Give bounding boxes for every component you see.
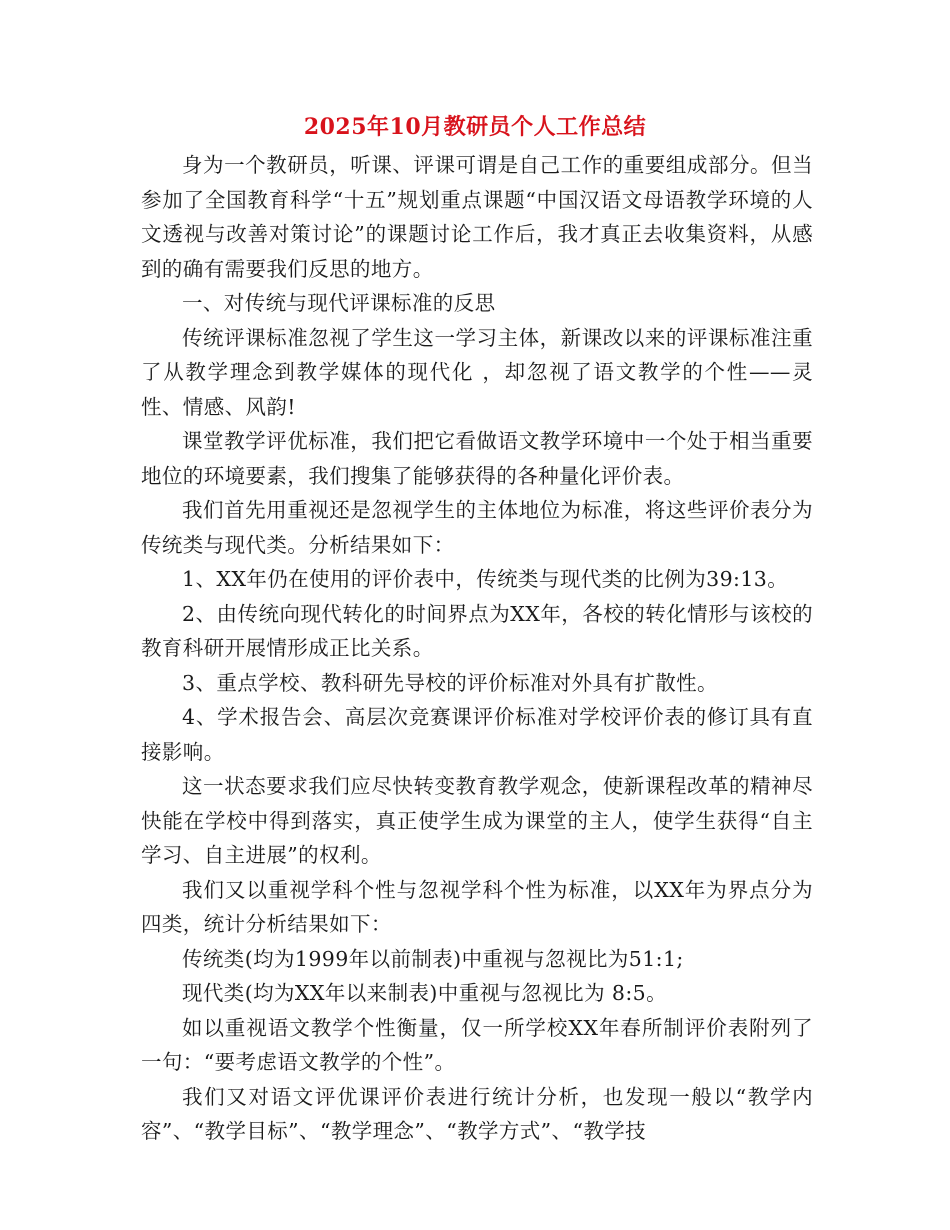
list-item: 4、学术报告会、高层次竞赛课评价标准对学校评价表的修订具有直接影响。 xyxy=(141,705,813,764)
body-paragraph: 课堂教学评优标准，我们把它看做语文教学环境中一个处于相当重要地位的环境要素，我们搜集了能够获得的各种量化评价表。 xyxy=(141,429,813,488)
list-item: 3、重点学校、教科研先导校的评价标准对外具有扩散性。 xyxy=(182,670,718,695)
body-paragraph: 这一状态要求我们应尽快转变教育教学观念，使新课程改革的精神尽快能在学校中得到落实，真正使学生成为课堂的主人，使学生获得“自主学习、自主进展”的权利。 xyxy=(141,774,813,867)
document-body xyxy=(141,148,813,1149)
body-paragraph: 我们又对语文评优课评价表进行统计分析，也发现一般以“教学内容”、“教学目标”、“教学理念”、“教学方式”、“教学技 xyxy=(141,1084,813,1143)
body-paragraph: 传统评课标准忽视了学生这一学习主体，新课改以来的评课标准注重了从教学理念到教学媒体的现代化 ，却忽视了语文教学的个性——灵性、情感、风韵! xyxy=(141,325,813,419)
body-paragraph: 身为一个教研员，听课、评课可谓是自己工作的重要组成部分。但当参加了全国教育科学“十五”规划重点课题“中国汉语文母语教学环境的人文透视与改善对策讨论”的课题讨论工作后，我才真正去收集资料，从感到的确有需要我们反思的地方。 xyxy=(141,153,813,281)
list-item: 2、由传统向现代转化的时间界点为XX年，各校的转化情形与该校的教育科研开展情形成正比关系。 xyxy=(141,601,813,660)
body-paragraph: 现代类(均为XX年以来制表)中重视与忽视比为 8:5。 xyxy=(182,981,667,1005)
section-heading: 一、对传统与现代评课标准的反思 xyxy=(182,291,496,315)
list-item: 1、XX年仍在使用的评价表中，传统类与现代类的比例为39:13。 xyxy=(182,567,789,591)
body-paragraph: 传统类(均为1999年以前制表)中重视与忽视比为51:1; xyxy=(182,946,684,971)
document-title: 2025年10月教研员个人工作总结 xyxy=(303,114,647,140)
body-paragraph: 我们又以重视学科个性与忽视学科个性为标准，以XX年为界点分为四类，统计分析结果如下： xyxy=(141,877,813,936)
body-paragraph: 我们首先用重视还是忽视学生的主体地位为标准，将这些评价表分为传统类与现代类。分析结果如下： xyxy=(141,498,813,557)
body-paragraph: 如以重视语文教学个性衡量，仅一所学校XX年春所制评价表附列了一句：“要考虑语文教学的个性”。 xyxy=(141,1015,813,1074)
